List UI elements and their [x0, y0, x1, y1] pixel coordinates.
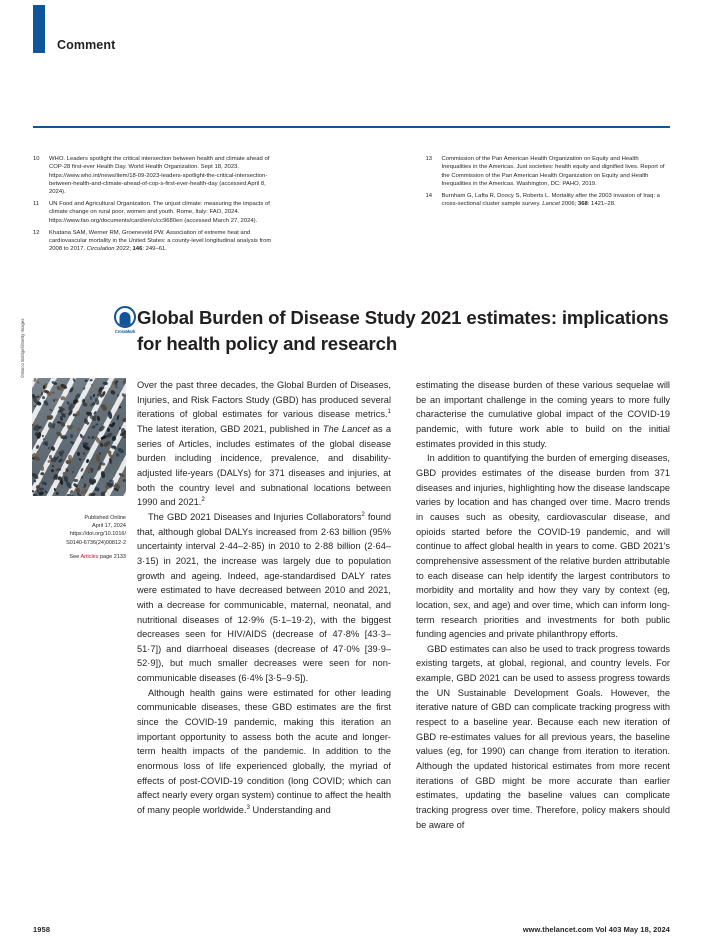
paragraph-text: as a series of Articles, includes estimates of the global disease burden including incidence, prevalence, and disability-adjusted life-years (DALYs) for 371 diseases and injuries, at both the country level and subnational locations between 1990 and 2021.	[137, 423, 391, 508]
photo-person-dot	[73, 413, 77, 417]
photo-person-dot	[96, 394, 98, 396]
reference-text-post: : 1421–28.	[587, 201, 616, 208]
photo-person-dot	[80, 488, 88, 495]
photo-person-dot	[81, 476, 84, 479]
reference-list	[33, 155, 670, 257]
photo-person-dot	[70, 434, 73, 438]
photo-person-dot	[80, 468, 84, 473]
photo-person-dot	[100, 471, 105, 479]
photo-person-dot	[56, 492, 60, 496]
photo-person-dot	[96, 423, 99, 426]
paragraph-text: Although health gains were estimated for other leading communicable diseases, these GBD estimates are the first since the COVID-19 pandemic, making this iteration an important opportunity to assess both the acute and longer-term health impacts of the pandemic. In addition to the enormous loss of life experienced globally, the myriad of effects of post-COVID-19 condition (long COVID; which can affect nearly every organ system) continue to affect the health of many people worldwide.	[137, 687, 391, 816]
photo-person-dot	[116, 394, 120, 397]
photo-person-dot	[122, 479, 126, 483]
photo-person-dot	[114, 386, 118, 389]
paragraph: estimating the disease burden of these various sequelae will be an important challenge in the coming years to more fully characterise the cumulative global impact of the COVID-19 pandemic, with future work able to build on the initial estimates provided in this study.	[416, 380, 670, 449]
reference-number: 10	[33, 156, 40, 162]
photo-person-dot	[91, 384, 93, 386]
photo-person-dot	[101, 391, 107, 398]
photo-person-dot	[90, 379, 93, 382]
photo-person-dot	[83, 445, 90, 451]
photo-person-dot	[84, 379, 88, 381]
photo-person-dot	[79, 458, 82, 461]
doi-line-1[interactable]: https://doi.org/10.1016/	[69, 531, 126, 538]
see-suffix: page 2133	[98, 553, 126, 560]
photo-person-dot	[92, 393, 95, 397]
reference-text: UN Food and Agricultural Organization. The unjust climate: measuring the impacts of climate change on rural poor, women and youth. Rome, Italy: FAO, 2024. https://www.fao.org/documents/card/en/c/cc9680en (accessed March 27, 2024).	[49, 201, 270, 224]
photo-person-dot	[69, 387, 75, 394]
photo-person-dot	[103, 382, 108, 385]
citation-marker[interactable]: 1	[387, 408, 391, 416]
reference-text	[49, 229, 278, 254]
photo-person-dot	[73, 479, 78, 482]
photo-person-dot	[50, 457, 57, 463]
photo-person-dot	[51, 380, 58, 385]
reference-number: 13	[425, 156, 433, 162]
reference-text	[442, 192, 671, 209]
body-column-left	[137, 378, 391, 908]
photo-person-dot	[103, 440, 111, 448]
photo-person-dot	[109, 389, 115, 395]
photo-person-dot	[72, 378, 76, 382]
photo-person-dot	[44, 389, 50, 393]
photo-person-dot	[67, 454, 71, 459]
reference-number: 11	[33, 201, 40, 208]
photo-person-dot	[51, 392, 54, 394]
photo-person-dot	[71, 470, 74, 473]
photo-person-dot	[123, 419, 126, 423]
photo-person-dot	[48, 408, 53, 412]
reference-volume: 368	[577, 201, 588, 208]
photo-credit-holder	[20, 318, 32, 498]
photo-person-dot	[61, 436, 68, 440]
photo-person-dot	[56, 467, 62, 471]
page-footer	[33, 925, 670, 934]
citation-marker[interactable]: 2	[201, 496, 205, 504]
photo-person-dot	[43, 399, 50, 406]
paragraph-text: Understanding and	[249, 805, 331, 816]
journal-name: The Lancet	[322, 423, 370, 434]
photo-person-dot	[43, 437, 46, 440]
photo-person-dot	[41, 481, 47, 485]
paragraph: GBD estimates can also be used to track progress towards existing targets, at global, regional, and country levels. For example, GBD 2021 can be used to assess progress towards the UN Sustainable Development Goals. However, the iterative nature of GBD can complicate tracking progress with respect to a baseline year. Because each new iteration of GBD re-estimates values for all previous years, the baseline values (eg, for 1990) can change from iteration to iteration. Although the updated historical estimates from more recent iterations of GBD might be more accurate than earlier estimates, updating the baseline values can complicate tracking progress over time. Therefore, policy makers should be aware of	[416, 643, 670, 830]
photo-person-dot	[73, 482, 78, 487]
crossmark-label: CrossMark	[114, 328, 136, 334]
reference-column-right	[426, 155, 671, 257]
photo-person-dot	[70, 441, 74, 444]
photo-person-dot	[122, 379, 126, 386]
photo-person-dot	[59, 422, 65, 429]
photo-person-dot	[88, 492, 96, 496]
reference-number: 14	[425, 192, 433, 199]
photo-person-dot	[116, 453, 120, 458]
photo-person-dot	[86, 422, 90, 426]
photo-person-dot	[94, 487, 99, 492]
photo-person-dot	[111, 421, 115, 425]
running-head	[0, 0, 703, 70]
photo-person-dot	[112, 436, 117, 441]
reference-text-post: : 249–61.	[142, 246, 167, 253]
citation-marker[interactable]: 3	[246, 803, 250, 811]
see-prefix: See	[69, 553, 81, 560]
see-articles-line	[22, 553, 126, 561]
photo-crowd-overlay	[32, 378, 126, 496]
reference-text-mid: 2022;	[114, 246, 133, 253]
photo-person-dot	[61, 396, 66, 400]
photo-person-dot	[41, 472, 45, 475]
articles-link[interactable]: Articles	[80, 553, 99, 560]
photo-person-dot	[121, 393, 126, 398]
photo-person-dot	[97, 416, 101, 422]
photo-person-dot	[77, 451, 81, 455]
photo-person-dot	[77, 427, 80, 431]
photo-person-dot	[32, 490, 35, 493]
reference-item	[33, 155, 278, 197]
photo-person-dot	[51, 469, 55, 473]
reference-journal: Lancet	[542, 201, 560, 208]
photo-person-dot	[36, 432, 42, 439]
section-color-bar	[33, 5, 45, 53]
reference-volume: 146	[132, 246, 143, 253]
photo-person-dot	[107, 410, 112, 418]
reference-item	[426, 192, 671, 209]
photo-person-dot	[108, 458, 112, 464]
doi-line-2[interactable]: S0140-6736(24)00812-2	[66, 539, 126, 546]
paragraph-text: The latest iteration, GBD 2021, published in	[137, 423, 323, 434]
photo-person-dot	[80, 435, 85, 439]
paragraph	[137, 378, 391, 510]
body-column-right	[416, 378, 670, 908]
photo-person-dot	[115, 380, 120, 385]
crossmark-circle	[114, 306, 136, 328]
reference-text: WHO. Leaders spotlight the critical intersection between health and climate ahead of COP-28 first-ever Health Day. World Health Organization. Sept 18, 2023. https://www.who.int/news/item/18-09-2023-leaders-spotlight-the-critical-intersection-between-health-and-climate-ahead-of-cop-s-first-ever-health-day (accessed April 8, 2024).	[49, 156, 270, 196]
photo-person-dot	[86, 411, 92, 416]
photo-person-dot	[66, 493, 75, 496]
photo-person-dot	[41, 466, 44, 471]
photo-person-dot	[111, 446, 116, 449]
photo-person-dot	[34, 480, 37, 483]
reference-journal: Circulation	[86, 246, 115, 253]
reference-item	[33, 229, 278, 254]
photo-person-dot	[50, 446, 56, 453]
photo-person-dot	[82, 452, 85, 456]
photo-person-dot	[45, 441, 49, 446]
photo-person-dot	[91, 401, 95, 405]
paragraph-text: found that, although global DALYs increased from 2·63 billion (95% uncertainty interval 2·44–2·85) in 2010 to 2·88 billion (2·64–3·15) in 2021, the increase was largely due to population growth and ageing. Indeed, age-standardised DALY rates were estimated to have decreased between 2010 and 2021, with a decrease for communicable, maternal, neonatal, and nutritional diseases of 12·9% (5·1–19·2), with the biggest decreases seen for HIV/AIDS (decrease of 47·8% [43·3–51·7]) and diarrhoeal diseases (decrease of 47·0% [39·9–52·9]), but much smaller decreases were seen for non-communicable diseases (6·4% [3·5–9·5]).	[137, 511, 392, 684]
reference-text: Commission of the Pan American Health Organization on Equity and Health Inequalities in the Americas. Just societies: health equity and dignified lives. Report of the Commission of the Pan American Health Organization on Equity and Health Inequalities in the Americas. Washington, DC: PAHO, 2019.	[441, 156, 665, 188]
article-metadata	[22, 514, 126, 561]
horizontal-rule	[33, 126, 670, 128]
page-title: Global Burden of Disease Study 2021 estimates: implications for health policy and research	[137, 307, 669, 354]
reference-item	[33, 200, 278, 225]
photo-person-dot	[91, 469, 94, 473]
reference-text-mid: 2006;	[559, 201, 578, 208]
photo-person-dot	[58, 458, 64, 463]
photo-person-dot	[118, 406, 122, 410]
reference-item	[426, 155, 671, 188]
section-label: Comment	[57, 38, 116, 52]
photo-person-dot	[65, 460, 71, 465]
photo-person-dot	[53, 487, 56, 491]
published-online-label: Published Online	[84, 515, 126, 521]
published-date: April 17, 2024	[92, 523, 126, 530]
article-body	[137, 378, 670, 908]
photo-person-dot	[116, 415, 120, 420]
photo-person-dot	[33, 405, 36, 408]
paragraph: In addition to quantifying the burden of emerging diseases, GBD provides estimates of the disease burden from 371 diseases and injuries, highlighting how the disease landscape varies by location and has changed over time. Macro trends in causes such as obesity, cardiovascular disease, and opioids started before the COVID-19 pandemic, and will continue to affect global health in years to come. GBD 2021's comprehensive assessment of the relative burden attributable to each disease can help identify the largest contributors to morbidity and mortality and how they vary by context (eg, location, sex, and age) and over time, which can inform long-term research priorities and investments for both public funding agencies and private philanthropy efforts.	[416, 453, 670, 640]
reference-column-left	[33, 155, 278, 257]
photo-person-dot	[98, 425, 105, 432]
citation-marker[interactable]: 2	[361, 510, 365, 518]
photo-credit: ©Marco Bottigelli/Getty Images	[20, 318, 25, 378]
photo-person-dot	[99, 452, 101, 455]
reference-number: 12	[33, 229, 40, 236]
journal-source-line: www.thelancet.com Vol 403 May 18, 2024	[522, 925, 670, 934]
paragraph-text: Over the past three decades, the Global Burden of Diseases, Injuries, and Risk Factors Study (GBD) has produced several iterations of global estimates for various disease metrics.	[137, 380, 391, 420]
crossmark-glyph	[120, 312, 131, 327]
photo-person-dot	[82, 402, 88, 407]
photo-person-dot	[65, 467, 69, 472]
page-number: 1958	[33, 925, 51, 934]
photo-person-dot	[96, 454, 101, 462]
reference-text-pre: Burnham G, Lafta R, Doocy S, Roberts L. Mortality after the 2003 invasion of Iraq: a cross-sectional cluster sample survey.	[441, 192, 660, 208]
photo-person-dot	[85, 459, 89, 464]
photo-person-dot	[32, 472, 39, 480]
photo-person-dot	[84, 484, 87, 488]
photo-person-dot	[51, 464, 54, 467]
photo-person-dot	[35, 445, 40, 450]
crossmark-icon[interactable]	[112, 306, 138, 336]
photo-person-dot	[118, 472, 125, 478]
article-photo	[32, 378, 126, 496]
reference-text-pre: Khatana SAM, Werner RM, Groeneveld PW. Association of extreme heat and cardiovascular mortality in the United States: a county-level longitudinal analysis from 2008 to 2017.	[49, 229, 272, 253]
photo-person-dot	[36, 380, 40, 384]
title-block	[137, 305, 670, 357]
paragraph	[137, 510, 391, 686]
photo-person-dot	[87, 436, 90, 439]
paragraph-text: The GBD 2021 Diseases and Injuries Collaborators	[148, 511, 362, 522]
paragraph	[137, 686, 391, 818]
photo-person-dot	[83, 386, 87, 390]
